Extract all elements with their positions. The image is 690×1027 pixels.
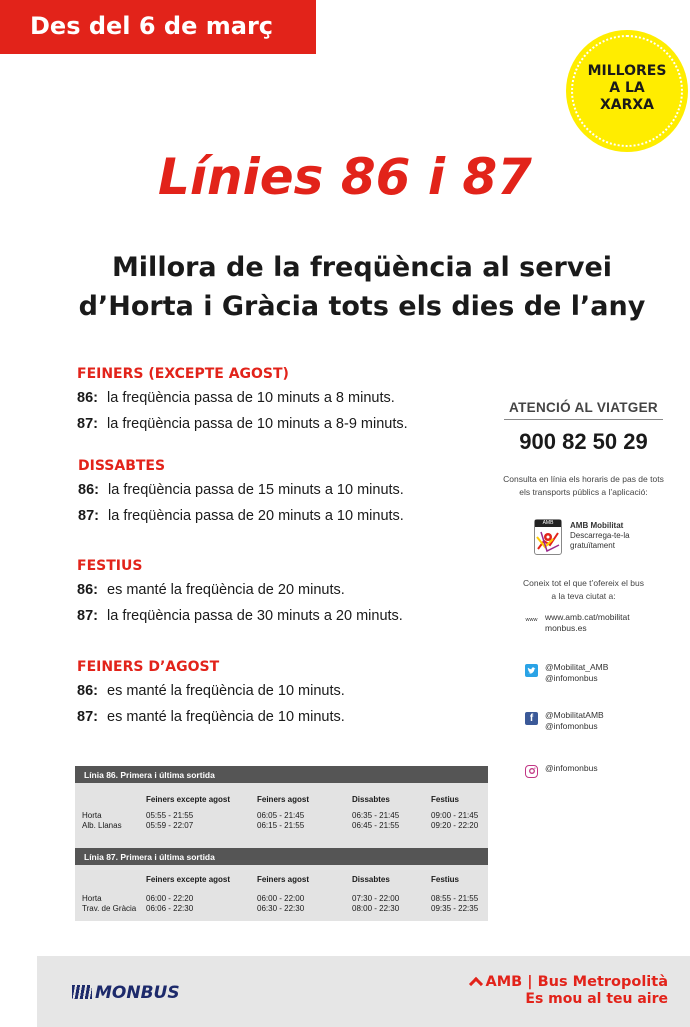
instagram-handle[interactable]: @infomonbus [545, 763, 598, 773]
customer-service-panel [496, 400, 671, 499]
frequency-row [77, 709, 497, 735]
schedule-table-86 [75, 766, 488, 850]
time-cell: 06:06 - 22:30 [146, 904, 194, 913]
app-badge: AMB [535, 520, 561, 527]
frequency-text: la freqüència passa de 20 minuts a 10 minuts. [108, 508, 404, 524]
line-number: 87: [78, 508, 99, 524]
time-cell: 05:55 - 21:55 [146, 811, 194, 820]
amb-bus-logo [471, 974, 668, 1007]
section-heading: FEINERS D’AGOST [77, 659, 220, 675]
section-august-weekdays [77, 659, 497, 735]
section-saturdays [78, 458, 498, 534]
time-cell: 06:15 - 21:55 [257, 821, 305, 830]
schedule-title: Línia 86. Primera i última sortida [75, 766, 488, 783]
column-header: Festius [431, 795, 460, 804]
line-number: 87: [77, 416, 98, 432]
time-cell: 09:20 - 22:20 [431, 821, 479, 830]
frequency-text: la freqüència passa de 30 minuts a 20 minuts. [107, 608, 403, 624]
consult-line: Consulta en línia els horaris de pas de tots [503, 474, 664, 484]
know-line: Coneix tot el que t’ofereix el bus [523, 578, 644, 588]
twitter-contact[interactable] [525, 662, 608, 684]
time-cell: 09:35 - 22:35 [431, 904, 479, 913]
line-number: 87: [77, 608, 98, 624]
time-cell: 05:59 - 22:07 [146, 821, 194, 830]
date-banner: Des del 6 de març [0, 0, 316, 54]
time-cell: 09:00 - 21:45 [431, 811, 479, 820]
section-weekdays [77, 366, 497, 442]
instagram-contact[interactable] [525, 763, 598, 774]
time-cell: 06:35 - 21:45 [352, 811, 400, 820]
line-number: 86: [77, 683, 98, 699]
schedule-table-87 [75, 848, 488, 921]
twitter-icon [525, 664, 538, 677]
stop-name: Horta [82, 894, 102, 903]
facebook-contact[interactable] [525, 710, 604, 732]
footer [37, 956, 690, 1027]
frequency-text: la freqüència passa de 15 minuts a 10 minuts. [108, 482, 404, 498]
improvements-badge [566, 30, 688, 152]
web-icon: www [525, 617, 538, 623]
column-header: Feiners excepte agost [146, 875, 231, 884]
frequency-row [78, 482, 498, 508]
app-download-text[interactable]: Descarrega-te-la [570, 531, 630, 540]
frequency-row [77, 608, 497, 634]
phone-number[interactable]: 900 82 50 29 [519, 429, 648, 454]
frequency-text: es manté la freqüència de 10 minuts. [107, 709, 345, 725]
amb-chevron-icon [468, 977, 482, 991]
frequency-row [78, 508, 498, 534]
stop-name: Trav. de Gràcia [82, 904, 137, 913]
instagram-icon [525, 765, 538, 778]
amb-logo-line [471, 974, 668, 990]
map-pin-icon [535, 527, 561, 554]
line-number: 86: [77, 390, 98, 406]
time-cell: 08:00 - 22:30 [352, 904, 400, 913]
monbus-logo-text: MONBUS [95, 983, 180, 1003]
subtitle-line-1: Millora de la freqüència al servei [111, 252, 613, 283]
section-heading: FESTIUS [77, 558, 143, 574]
time-cell: 06:30 - 22:30 [257, 904, 305, 913]
twitter-handle[interactable]: @Mobilitat_AMB [545, 662, 609, 672]
facebook-icon: f [525, 712, 538, 725]
badge-line-3: XARXA [599, 97, 655, 113]
frequency-text: es manté la freqüència de 20 minuts. [107, 582, 345, 598]
column-header: Dissabtes [352, 875, 390, 884]
schedule-title: Línia 87. Primera i última sortida [75, 848, 488, 865]
frequency-text: es manté la freqüència de 10 minuts. [107, 683, 345, 699]
web-link[interactable]: www.amb.cat/mobilitat [545, 612, 630, 622]
know-text [496, 577, 671, 603]
badge-line-2: A LA [609, 80, 645, 96]
frequency-text: la freqüència passa de 10 minuts a 8 minuts. [107, 390, 395, 406]
time-cell: 06:05 - 21:45 [257, 811, 305, 820]
twitter-handle[interactable]: @infomonbus [545, 673, 598, 683]
web-contact[interactable] [525, 612, 630, 634]
frequency-text: la freqüència passa de 10 minuts a 8-9 minuts. [107, 416, 408, 432]
time-cell: 06:45 - 21:55 [352, 821, 400, 830]
section-heading: DISSABTES [78, 458, 166, 474]
know-line: a la teva ciutat a: [551, 591, 616, 601]
frequency-row [77, 683, 497, 709]
time-cell: 06:00 - 22:20 [146, 894, 194, 903]
monbus-logo [72, 983, 180, 1003]
section-holidays [77, 558, 497, 634]
facebook-handle[interactable]: @MobilitatAMB [545, 710, 604, 720]
app-name: AMB Mobilitat [570, 521, 624, 530]
line-number: 87: [77, 709, 98, 725]
page-subtitle [0, 248, 690, 326]
frequency-row [77, 390, 497, 416]
line-number: 86: [77, 582, 98, 598]
amb-mobilitat-app-icon[interactable] [534, 519, 562, 555]
time-cell: 07:30 - 22:00 [352, 894, 400, 903]
customer-service-heading: ATENCIÓ AL VIATGER [504, 400, 663, 420]
column-header: Festius [431, 875, 460, 884]
facebook-handle[interactable]: @infomonbus [545, 721, 598, 731]
section-heading: FEINERS (EXCEPTE AGOST) [77, 366, 289, 382]
app-description [570, 521, 630, 551]
column-header: Feiners excepte agost [146, 795, 231, 804]
stop-name: Alb. Llanas [82, 821, 122, 830]
line-number: 86: [78, 482, 99, 498]
page-title: Línies 86 i 87 [158, 148, 532, 206]
consult-text [496, 473, 671, 499]
badge-line-1: MILLORES [587, 63, 667, 79]
column-header: Dissabtes [352, 795, 390, 804]
amb-tagline: Es mou al teu aire [525, 991, 668, 1007]
subtitle-line-2: d’Horta i Gràcia tots els dies de l’any [78, 291, 646, 322]
column-header: Feiners agost [257, 875, 310, 884]
time-cell: 06:00 - 22:00 [257, 894, 305, 903]
monbus-logo-icon [72, 985, 92, 999]
consult-line: els transports públics a l’aplicació: [519, 487, 648, 497]
column-header: Feiners agost [257, 795, 310, 804]
web-link[interactable]: monbus.es [545, 623, 587, 633]
time-cell: 08:55 - 21:55 [431, 894, 479, 903]
app-free-text: gratuïtament [570, 541, 615, 550]
amb-logo-text: AMB | Bus Metropolità [485, 974, 668, 990]
frequency-row [77, 416, 497, 442]
frequency-row [77, 582, 497, 608]
stop-name: Horta [82, 811, 102, 820]
